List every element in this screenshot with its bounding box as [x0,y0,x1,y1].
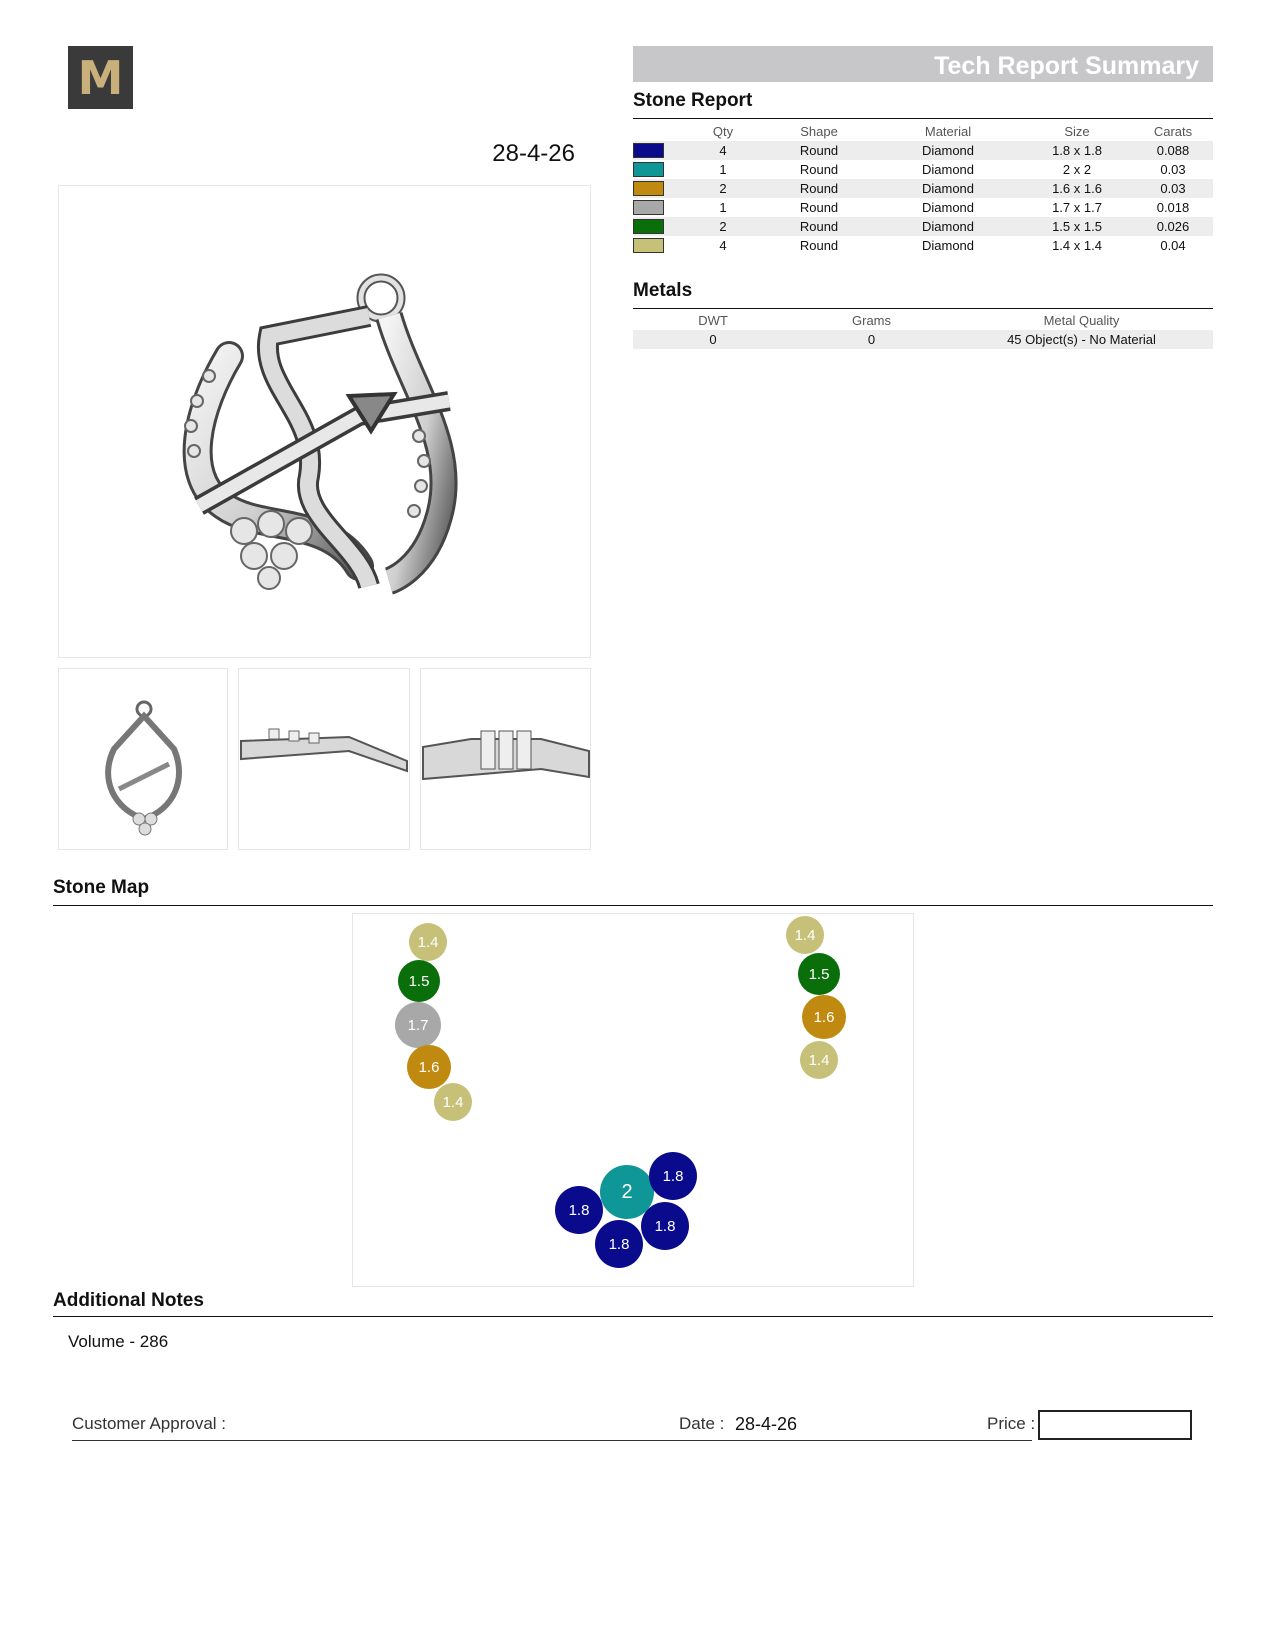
stone-material: Diamond [921,162,975,177]
metal-dwt: 0 [633,330,793,349]
stone-color-cell [633,141,683,160]
report-title: Tech Report Summary [633,46,1213,82]
stone-material: Diamond [875,217,1021,236]
column-color [633,121,683,141]
stone-shape: Round [799,162,839,177]
divider [633,308,1213,309]
stone-size: 1.4 x 1.4 [1052,238,1102,253]
table-header-row [633,310,1213,330]
notes-text: Volume - 286 [68,1332,169,1351]
column-header: Carats [1153,123,1193,139]
stone-carats: 0.018 [1156,200,1190,215]
stone-qty: 4 [683,141,763,160]
column-header: Size [1064,123,1090,139]
price-input[interactable] [1038,1410,1192,1440]
column-header: Grams [852,312,891,328]
column-header: DWT [698,312,728,328]
stone-map-stone: 1.8 [649,1152,697,1200]
metals-title: Metals [633,280,693,301]
stone-color-cell [633,160,683,179]
price-label: Price : [987,1414,1036,1433]
stone-map-stone: 2 [600,1165,654,1219]
stone-color-cell [633,236,683,255]
table-header-row [633,121,1213,141]
stone-material: Diamond [875,141,1021,160]
column-header: Qty [712,123,734,139]
table-row [633,179,1213,198]
stone-qty: 2 [683,179,763,198]
stone-shape: Round [763,179,875,198]
stone-size: 1.6 x 1.6 [1021,179,1133,198]
thumbnail-side [238,668,410,850]
divider [633,118,1213,119]
stone-carats: 0.026 [1133,217,1213,236]
divider [53,1316,1213,1317]
stone-qty: 2 [683,217,763,236]
stone-color-swatch [633,200,664,215]
stone-map-stone: 1.4 [786,916,824,954]
stone-map-stone: 1.8 [641,1202,689,1250]
stone-map-stone: 1.8 [555,1186,603,1234]
stone-size: 1.5 x 1.5 [1021,217,1133,236]
table-row [633,236,1213,255]
date-label: Date : [679,1414,725,1433]
stone-map-stone: 1.7 [395,1002,441,1048]
stone-color-swatch [633,143,664,158]
thumbnail-front-render [59,669,227,849]
date-value: 28-4-26 [735,1414,798,1434]
stone-qty: 1 [719,200,727,215]
stone-map-stone: 1.6 [802,995,846,1039]
stone-color-cell [633,217,683,236]
main-render-image [58,185,591,658]
stone-shape: Round [763,217,875,236]
metal-grams: 0 [793,330,950,349]
stone-color-cell [633,179,683,198]
approval-line [72,1440,1032,1441]
stone-report-title: Stone Report [633,90,753,111]
stone-map-stone: 1.4 [800,1041,838,1079]
table-row [633,198,1213,217]
stone-map-stone: 1.5 [798,953,840,995]
stone-color-swatch [633,162,664,177]
stone-shape: Round [799,238,839,253]
stone-qty: 1 [719,162,727,177]
table-row [633,160,1213,179]
divider [53,905,1213,906]
stone-shape: Round [799,200,839,215]
report-date: 28-4-26 [492,140,575,167]
thumbnail-front [58,668,228,850]
metals-table [633,310,1213,349]
stone-map-stone: 1.6 [407,1045,451,1089]
stone-carats: 0.04 [1160,238,1186,253]
company-logo [68,46,133,109]
stone-map-stone: 1.5 [398,960,440,1002]
column-header: Material [924,123,972,139]
column-header: Metal Quality [1043,312,1120,328]
stone-qty: 4 [719,238,727,253]
column-header: Shape [800,123,838,139]
thumbnail-back [420,668,591,850]
stone-carats: 0.088 [1133,141,1213,160]
stone-size: 1.7 x 1.7 [1052,200,1102,215]
stone-color-cell [633,198,683,217]
stone-color-swatch [633,181,664,196]
stone-report-table [633,121,1213,255]
stone-map-canvas [352,913,914,1287]
stone-map-stone: 1.4 [409,923,447,961]
stone-map-stone: 1.4 [434,1083,472,1121]
stone-material: Diamond [875,179,1021,198]
table-row [633,141,1213,160]
stone-carats: 0.03 [1133,179,1213,198]
thumbnail-back-render [421,669,590,849]
additional-notes-title: Additional Notes [53,1290,204,1311]
table-row [633,217,1213,236]
thumbnail-side-render [239,669,409,849]
stone-size: 2 x 2 [1062,162,1092,177]
stone-map-stone: 1.8 [595,1220,643,1268]
metal-quality: 45 Object(s) - No Material [950,330,1213,349]
customer-approval-label: Customer Approval : [72,1414,227,1433]
stone-material: Diamond [921,200,975,215]
pendant-render [59,186,590,657]
stone-color-swatch [633,238,664,253]
table-row [633,330,1213,349]
stone-material: Diamond [921,238,975,253]
stone-shape: Round [763,141,875,160]
stone-size: 1.8 x 1.8 [1021,141,1133,160]
logo-letter: M [77,50,124,105]
stone-map-title: Stone Map [53,877,150,898]
stone-carats: 0.03 [1160,162,1186,177]
stone-color-swatch [633,219,664,234]
